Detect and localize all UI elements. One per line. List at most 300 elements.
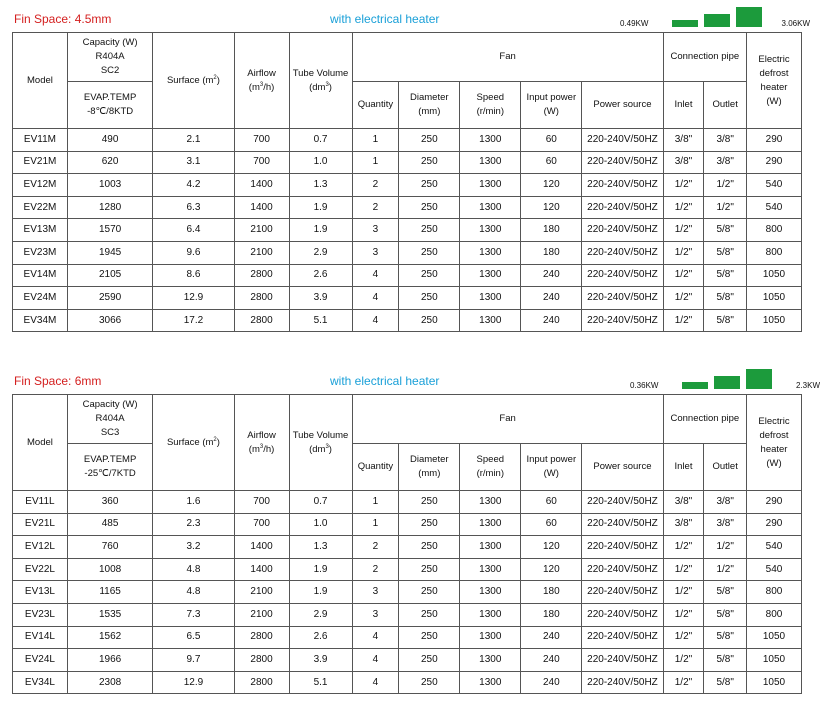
- cell-fan-diameter: 250: [399, 536, 460, 559]
- cell-airflow: 2800: [234, 626, 289, 649]
- cell-outlet: 5/8": [704, 264, 747, 287]
- refrigerant-label: R404A: [95, 413, 125, 424]
- cell-tube-volume: 5.1: [289, 309, 352, 332]
- table-row: [13, 558, 802, 581]
- cell-fan-quantity: 3: [352, 581, 399, 604]
- cell-fan-speed: 1300: [460, 174, 521, 197]
- tube-sup: 3: [325, 443, 329, 450]
- condition-label: SC2: [100, 65, 120, 76]
- cell-airflow: 1400: [234, 558, 289, 581]
- cell-tube-volume: 2.9: [289, 603, 352, 626]
- cell-inlet: 1/2": [663, 264, 704, 287]
- cell-fan-speed: 1300: [460, 649, 521, 672]
- cell-inlet: 1/2": [663, 309, 704, 332]
- power-high-label: 3.06KW: [781, 19, 810, 28]
- cell-fan-diameter: 250: [399, 241, 460, 264]
- col-model: Model: [13, 395, 68, 491]
- cell-fan-diameter: 250: [399, 196, 460, 219]
- cell-outlet: 5/8": [704, 671, 747, 694]
- cell-fan-speed: 1300: [460, 219, 521, 242]
- cell-airflow: 2100: [234, 603, 289, 626]
- tube-volume-unit: [290, 81, 352, 95]
- airflow-label: Airflow: [247, 429, 276, 441]
- cell-inlet: 3/8": [663, 151, 704, 174]
- input-power-unit: (W): [543, 106, 559, 117]
- cell-surface: 2.1: [153, 129, 234, 152]
- cell-fan-diameter: 250: [399, 491, 460, 514]
- cell-tube-volume: 3.9: [289, 287, 352, 310]
- tube-unit-open: (dm: [309, 443, 326, 455]
- cell-capacity: 1562: [67, 626, 152, 649]
- cell-outlet: 5/8": [704, 241, 747, 264]
- section-header: [0, 8, 813, 32]
- cell-capacity: 485: [67, 513, 152, 536]
- cell-tube-volume: 2.6: [289, 626, 352, 649]
- cell-defrost-heater: 540: [747, 196, 802, 219]
- cell-fan-diameter: 250: [399, 174, 460, 197]
- input-power-unit: (W): [543, 468, 559, 479]
- cell-defrost-heater: 290: [747, 129, 802, 152]
- cell-model: EV12M: [13, 174, 68, 197]
- electric-label: Electric: [758, 53, 790, 65]
- cell-model: EV21M: [13, 151, 68, 174]
- spec-table-body: [13, 129, 802, 332]
- cell-fan-diameter: 250: [399, 581, 460, 604]
- cell-fan-quantity: 4: [352, 309, 399, 332]
- col-model: Model: [13, 33, 68, 129]
- cell-fan-speed: 1300: [460, 581, 521, 604]
- col-inlet: Inlet: [663, 444, 704, 491]
- cell-outlet: 5/8": [704, 287, 747, 310]
- cell-power-source: 220-240V/50HZ: [582, 309, 663, 332]
- cell-surface: 6.4: [153, 219, 234, 242]
- cell-inlet: 3/8": [663, 513, 704, 536]
- cell-fan-quantity: 4: [352, 264, 399, 287]
- cell-fan-speed: 1300: [460, 536, 521, 559]
- cell-capacity: 490: [67, 129, 152, 152]
- cell-tube-volume: 0.7: [289, 129, 352, 152]
- col-input-power: [521, 444, 582, 491]
- table-row: [13, 671, 802, 694]
- cell-model: EV23M: [13, 241, 68, 264]
- cell-airflow: 1400: [234, 174, 289, 197]
- cell-airflow: 2800: [234, 309, 289, 332]
- cell-tube-volume: 1.0: [289, 151, 352, 174]
- cell-defrost-heater: 1050: [747, 287, 802, 310]
- cell-fan-speed: 1300: [460, 558, 521, 581]
- surface-sup: 2: [213, 436, 217, 443]
- cell-power-source: 220-240V/50HZ: [582, 219, 663, 242]
- airflow-unit: [235, 81, 289, 95]
- cell-capacity: 2308: [67, 671, 152, 694]
- tube-unit-close: ): [328, 81, 332, 93]
- diameter-label: Diameter: [410, 454, 449, 465]
- cell-fan-speed: 1300: [460, 626, 521, 649]
- cell-fan-quantity: 1: [352, 491, 399, 514]
- cell-fan-speed: 1300: [460, 264, 521, 287]
- cell-inlet: 1/2": [663, 649, 704, 672]
- cell-fan-diameter: 250: [399, 264, 460, 287]
- heater-unit: (W): [766, 95, 782, 107]
- cell-defrost-heater: 1050: [747, 671, 802, 694]
- cell-outlet: 1/2": [704, 536, 747, 559]
- cell-defrost-heater: 540: [747, 536, 802, 559]
- cell-defrost-heater: 1050: [747, 264, 802, 287]
- heater-label: heater: [760, 81, 788, 93]
- cell-outlet: 3/8": [704, 151, 747, 174]
- cell-fan-quantity: 4: [352, 671, 399, 694]
- cell-airflow: 700: [234, 151, 289, 174]
- cell-fan-input-power: 60: [521, 151, 582, 174]
- cell-outlet: 5/8": [704, 309, 747, 332]
- cell-fan-speed: 1300: [460, 129, 521, 152]
- col-outlet: Outlet: [704, 444, 747, 491]
- cell-fan-diameter: 250: [399, 309, 460, 332]
- cell-inlet: 1/2": [663, 174, 704, 197]
- cell-fan-diameter: 250: [399, 603, 460, 626]
- cell-fan-diameter: 250: [399, 671, 460, 694]
- cell-surface: 4.8: [153, 581, 234, 604]
- table-row: [13, 129, 802, 152]
- cell-airflow: 2800: [234, 264, 289, 287]
- airflow-unit: [235, 443, 289, 457]
- cell-fan-quantity: 1: [352, 129, 399, 152]
- col-diameter: [399, 82, 460, 129]
- col-evap-temp: [67, 444, 152, 491]
- cell-model: EV14L: [13, 626, 68, 649]
- cell-fan-quantity: 3: [352, 219, 399, 242]
- col-speed: [460, 82, 521, 129]
- table-row: [13, 581, 802, 604]
- cell-fan-quantity: 3: [352, 241, 399, 264]
- cell-model: EV23L: [13, 603, 68, 626]
- cell-outlet: 1/2": [704, 558, 747, 581]
- header-row-top: [13, 33, 802, 82]
- cell-capacity: 3066: [67, 309, 152, 332]
- table-row: [13, 241, 802, 264]
- cell-defrost-heater: 800: [747, 581, 802, 604]
- cell-fan-input-power: 240: [521, 626, 582, 649]
- cell-surface: 12.9: [153, 287, 234, 310]
- cell-model: EV12L: [13, 536, 68, 559]
- cell-airflow: 2800: [234, 649, 289, 672]
- cell-fan-speed: 1300: [460, 513, 521, 536]
- cell-surface: 4.8: [153, 558, 234, 581]
- cell-surface: 7.3: [153, 603, 234, 626]
- cell-power-source: 220-240V/50HZ: [582, 129, 663, 152]
- airflow-label: Airflow: [247, 67, 276, 79]
- fin-space-label: Fin Space: 6mm: [14, 374, 102, 388]
- cell-fan-input-power: 240: [521, 287, 582, 310]
- cell-inlet: 1/2": [663, 196, 704, 219]
- power-range-indicator: [630, 370, 820, 392]
- col-group-fan: Fan: [352, 395, 663, 444]
- cell-fan-speed: 1300: [460, 196, 521, 219]
- cell-surface: 1.6: [153, 491, 234, 514]
- cell-capacity: 2105: [67, 264, 152, 287]
- cell-capacity: 1003: [67, 174, 152, 197]
- cell-inlet: 1/2": [663, 671, 704, 694]
- cell-fan-diameter: 250: [399, 649, 460, 672]
- cell-tube-volume: 0.7: [289, 491, 352, 514]
- evap-temp-label: EVAP.TEMP: [83, 92, 137, 103]
- airflow-unit-close: /h): [263, 81, 275, 93]
- cell-model: EV21L: [13, 513, 68, 536]
- cell-fan-speed: 1300: [460, 671, 521, 694]
- tube-sup: 3: [325, 81, 329, 88]
- cell-power-source: 220-240V/50HZ: [582, 513, 663, 536]
- tube-volume-unit: [290, 443, 352, 457]
- col-group-connection-pipe: Connection pipe: [663, 395, 746, 444]
- cell-surface: 3.1: [153, 151, 234, 174]
- cell-model: EV24L: [13, 649, 68, 672]
- col-airflow: [234, 33, 289, 129]
- cell-surface: 3.2: [153, 536, 234, 559]
- cell-surface: 9.7: [153, 649, 234, 672]
- table-row: [13, 264, 802, 287]
- cell-fan-input-power: 240: [521, 671, 582, 694]
- cell-fan-input-power: 60: [521, 491, 582, 514]
- table-row: [13, 603, 802, 626]
- cell-inlet: 1/2": [663, 603, 704, 626]
- tube-volume-label: Tube Volume: [292, 67, 349, 79]
- cell-airflow: 2100: [234, 581, 289, 604]
- col-capacity: [67, 395, 152, 444]
- section-header: [0, 370, 820, 394]
- cell-fan-speed: 1300: [460, 151, 521, 174]
- cell-model: EV34M: [13, 309, 68, 332]
- cell-tube-volume: 1.9: [289, 581, 352, 604]
- cell-fan-input-power: 180: [521, 581, 582, 604]
- fin-space-label: Fin Space: 4.5mm: [14, 12, 112, 26]
- surface-unit: ): [216, 74, 220, 86]
- cell-defrost-heater: 800: [747, 241, 802, 264]
- header-row-top: [13, 395, 802, 444]
- surface-sup: 2: [213, 74, 217, 81]
- cell-model: EV24M: [13, 287, 68, 310]
- cell-power-source: 220-240V/50HZ: [582, 174, 663, 197]
- power-bar-large: [746, 369, 772, 389]
- cell-defrost-heater: 800: [747, 219, 802, 242]
- cell-fan-input-power: 60: [521, 129, 582, 152]
- cell-model: EV34L: [13, 671, 68, 694]
- defrost-label: defrost: [759, 429, 789, 441]
- cell-fan-speed: 1300: [460, 287, 521, 310]
- cell-fan-input-power: 120: [521, 536, 582, 559]
- cell-tube-volume: 1.3: [289, 536, 352, 559]
- cell-fan-input-power: 240: [521, 309, 582, 332]
- cell-outlet: 1/2": [704, 196, 747, 219]
- speed-unit: (r/min): [476, 106, 505, 117]
- cell-power-source: 220-240V/50HZ: [582, 626, 663, 649]
- cell-airflow: 2100: [234, 219, 289, 242]
- spec-section: [0, 370, 820, 688]
- cell-capacity: 1008: [67, 558, 152, 581]
- cell-fan-diameter: 250: [399, 129, 460, 152]
- input-power-label: Input power: [526, 454, 577, 465]
- cell-fan-quantity: 2: [352, 536, 399, 559]
- airflow-unit-open: (m: [248, 81, 260, 93]
- refrigerant-label: R404A: [95, 51, 125, 62]
- power-bar-medium: [704, 14, 730, 27]
- cell-power-source: 220-240V/50HZ: [582, 264, 663, 287]
- evap-value: -8℃/8KTD: [87, 106, 134, 117]
- cell-fan-quantity: 2: [352, 558, 399, 581]
- table-row: [13, 513, 802, 536]
- evap-temp-label: EVAP.TEMP: [83, 454, 137, 465]
- cell-tube-volume: 2.9: [289, 241, 352, 264]
- cell-fan-quantity: 2: [352, 174, 399, 197]
- cell-tube-volume: 1.9: [289, 196, 352, 219]
- cell-model: EV22L: [13, 558, 68, 581]
- cell-model: EV11L: [13, 491, 68, 514]
- capacity-label: Capacity (W): [82, 37, 138, 48]
- cell-defrost-heater: 1050: [747, 309, 802, 332]
- evap-value: -25℃/7KTD: [84, 468, 136, 479]
- condition-label: SC3: [100, 427, 120, 438]
- col-power-source: Power source: [582, 444, 663, 491]
- speed-unit: (r/min): [476, 468, 505, 479]
- cell-fan-input-power: 60: [521, 513, 582, 536]
- cell-defrost-heater: 1050: [747, 626, 802, 649]
- cell-fan-diameter: 250: [399, 219, 460, 242]
- cell-defrost-heater: 290: [747, 491, 802, 514]
- cell-fan-diameter: 250: [399, 558, 460, 581]
- cell-outlet: 5/8": [704, 603, 747, 626]
- cell-airflow: 700: [234, 513, 289, 536]
- cell-power-source: 220-240V/50HZ: [582, 671, 663, 694]
- cell-surface: 6.5: [153, 626, 234, 649]
- tube-unit-close: ): [328, 443, 332, 455]
- col-tube-volume: [289, 33, 352, 129]
- cell-defrost-heater: 1050: [747, 649, 802, 672]
- surface-unit: ): [216, 436, 220, 448]
- table-row: [13, 174, 802, 197]
- heater-note: with electrical heater: [330, 374, 440, 388]
- cell-fan-speed: 1300: [460, 241, 521, 264]
- table-row: [13, 196, 802, 219]
- cell-fan-speed: 1300: [460, 309, 521, 332]
- table-row: [13, 491, 802, 514]
- cell-fan-input-power: 120: [521, 196, 582, 219]
- cell-capacity: 2590: [67, 287, 152, 310]
- table-row: [13, 309, 802, 332]
- cell-power-source: 220-240V/50HZ: [582, 491, 663, 514]
- spec-table: [12, 394, 802, 694]
- power-range-indicator: [620, 8, 810, 30]
- input-power-label: Input power: [526, 92, 577, 103]
- cell-surface: 12.9: [153, 671, 234, 694]
- cell-surface: 9.6: [153, 241, 234, 264]
- cell-model: EV13L: [13, 581, 68, 604]
- cell-power-source: 220-240V/50HZ: [582, 581, 663, 604]
- cell-fan-diameter: 250: [399, 287, 460, 310]
- tube-unit-open: (dm: [309, 81, 326, 93]
- table-row: [13, 536, 802, 559]
- table-row: [13, 151, 802, 174]
- cell-fan-quantity: 2: [352, 196, 399, 219]
- capacity-label: Capacity (W): [82, 399, 138, 410]
- cell-capacity: 1945: [67, 241, 152, 264]
- diameter-unit: (mm): [418, 106, 441, 117]
- cell-power-source: 220-240V/50HZ: [582, 196, 663, 219]
- cell-power-source: 220-240V/50HZ: [582, 287, 663, 310]
- col-quantity: Quantity: [352, 444, 399, 491]
- col-inlet: Inlet: [663, 82, 704, 129]
- cell-fan-speed: 1300: [460, 603, 521, 626]
- table-row: [13, 219, 802, 242]
- speed-label: Speed: [476, 454, 505, 465]
- col-airflow: [234, 395, 289, 491]
- cell-outlet: 5/8": [704, 626, 747, 649]
- cell-outlet: 5/8": [704, 649, 747, 672]
- col-capacity: [67, 33, 152, 82]
- cell-airflow: 2100: [234, 241, 289, 264]
- cell-surface: 8.6: [153, 264, 234, 287]
- speed-label: Speed: [476, 92, 505, 103]
- cell-inlet: 3/8": [663, 491, 704, 514]
- table-row: [13, 626, 802, 649]
- cell-tube-volume: 3.9: [289, 649, 352, 672]
- col-defrost-heater: [747, 33, 802, 129]
- cell-defrost-heater: 540: [747, 558, 802, 581]
- cell-capacity: 1570: [67, 219, 152, 242]
- cell-airflow: 1400: [234, 196, 289, 219]
- power-bar-small: [672, 20, 698, 27]
- cell-power-source: 220-240V/50HZ: [582, 558, 663, 581]
- table-row: [13, 649, 802, 672]
- cell-model: EV11M: [13, 129, 68, 152]
- cell-tube-volume: 1.9: [289, 558, 352, 581]
- heater-unit: (W): [766, 457, 782, 469]
- spec-section: [0, 8, 813, 326]
- cell-capacity: 1280: [67, 196, 152, 219]
- defrost-label: defrost: [759, 67, 789, 79]
- cell-fan-input-power: 240: [521, 649, 582, 672]
- col-tube-volume: [289, 395, 352, 491]
- cell-tube-volume: 1.0: [289, 513, 352, 536]
- cell-inlet: 1/2": [663, 581, 704, 604]
- heater-note: with electrical heater: [330, 12, 440, 26]
- electric-label: Electric: [758, 415, 790, 427]
- diameter-label: Diameter: [410, 92, 449, 103]
- cell-surface: 4.2: [153, 174, 234, 197]
- tube-volume-label: Tube Volume: [292, 429, 349, 441]
- table-row: [13, 287, 802, 310]
- cell-outlet: 5/8": [704, 219, 747, 242]
- cell-inlet: 1/2": [663, 241, 704, 264]
- cell-fan-diameter: 250: [399, 513, 460, 536]
- cell-surface: 6.3: [153, 196, 234, 219]
- power-bar-small: [682, 382, 708, 389]
- cell-airflow: 1400: [234, 536, 289, 559]
- col-defrost-heater: [747, 395, 802, 491]
- cell-fan-quantity: 4: [352, 626, 399, 649]
- cell-tube-volume: 2.6: [289, 264, 352, 287]
- cell-capacity: 620: [67, 151, 152, 174]
- power-low-label: 0.49KW: [620, 19, 649, 28]
- cell-fan-diameter: 250: [399, 626, 460, 649]
- cell-fan-input-power: 120: [521, 558, 582, 581]
- col-input-power: [521, 82, 582, 129]
- power-low-label: 0.36KW: [630, 381, 659, 390]
- col-quantity: Quantity: [352, 82, 399, 129]
- cell-outlet: 3/8": [704, 491, 747, 514]
- cell-airflow: 2800: [234, 287, 289, 310]
- airflow-unit-close: /h): [263, 443, 275, 455]
- col-diameter: [399, 444, 460, 491]
- col-surface: [153, 395, 234, 491]
